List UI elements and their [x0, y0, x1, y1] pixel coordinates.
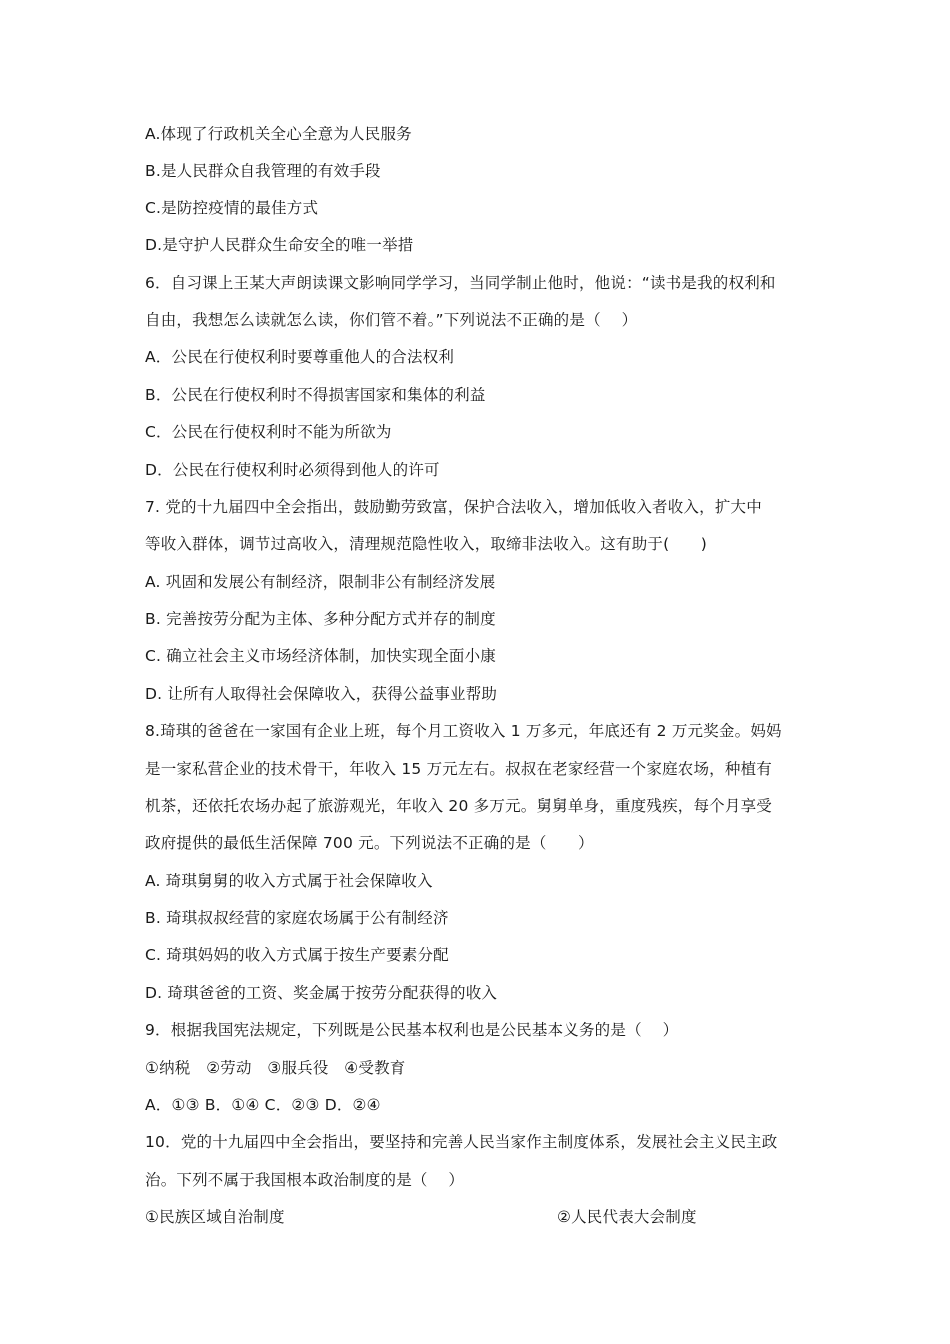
option-5b: B.是人民群众自我管理的有效手段: [145, 162, 381, 180]
question-9-options: A．①③ B．①④ C．②③ D．②④: [145, 1096, 381, 1114]
question-8-line-1: 8.琦琪的爸爸在一家国有企业上班，每个月工资收入 1 万多元，年底还有 2 万元奖金。妈妈: [145, 722, 782, 740]
question-6-line-1: 6．自习课上王某大声朗读课文影响同学学习，当同学制止他时，他说：“读书是我的权利和: [145, 274, 776, 292]
option-6c: C．公民在行使权利时不能为所欲为: [145, 423, 392, 441]
question-10-line-2: 治。下列不属于我国根本政治制度的是（ ）: [145, 1171, 465, 1189]
option-8a: A. 琦琪舅舅的收入方式属于社会保障收入: [145, 872, 433, 890]
option-6b: B．公民在行使权利时不得损害国家和集体的利益: [145, 386, 486, 404]
question-9: 9．根据我国宪法规定，下列既是公民基本权利也是公民基本义务的是（ ）: [145, 1021, 679, 1039]
option-6a: A．公民在行使权利时要尊重他人的合法权利: [145, 348, 455, 366]
option-8b: B. 琦琪叔叔经营的家庭农场属于公有制经济: [145, 909, 449, 927]
question-10-items-row: [145, 1206, 697, 1228]
option-7a: A. 巩固和发展公有制经济，限制非公有制经济发展: [145, 573, 496, 591]
option-8d: D. 琦琪爸爸的工资、奖金属于按劳分配获得的收入: [145, 984, 498, 1002]
question-9-items: ①纳税 ②劳动 ③服兵役 ④受教育: [145, 1059, 406, 1077]
option-5c: C.是防控疫情的最佳方式: [145, 199, 319, 217]
option-7c: C. 确立社会主义市场经济体制，加快实现全面小康: [145, 647, 496, 665]
question-8-line-2: 是一家私营企业的技术骨干，年收入 15 万元左右。叔叔在老家经营一个家庭农场，种植有: [145, 760, 772, 778]
option-6d: D．公民在行使权利时必须得到他人的许可: [145, 461, 440, 479]
option-7d: D. 让所有人取得社会保障收入，获得公益事业帮助: [145, 685, 498, 703]
option-7b: B. 完善按劳分配为主体、多种分配方式并存的制度: [145, 610, 496, 628]
question-7-line-1: 7. 党的十九届四中全会指出，鼓励勤劳致富，保护合法收入，增加低收入者收入，扩大中: [145, 498, 762, 516]
question-10-item-2: ②人民代表大会制度: [557, 1208, 697, 1226]
question-6-line-2: 自由，我想怎么读就怎么读，你们管不着。”下列说法不正确的是（ ）: [145, 311, 638, 329]
question-10-line-1: 10．党的十九届四中全会指出，要坚持和完善人民当家作主制度体系，发展社会主义民主政: [145, 1133, 778, 1151]
option-8c: C. 琦琪妈妈的收入方式属于按生产要素分配: [145, 946, 449, 964]
question-10-item-1: ①民族区域自治制度: [145, 1208, 285, 1226]
option-5d: D.是守护人民群众生命安全的唯一举措: [145, 236, 414, 254]
question-8-line-4: 政府提供的最低生活保障 700 元。下列说法不正确的是（ ）: [145, 834, 594, 852]
option-5a: A.体现了行政机关全心全意为人民服务: [145, 125, 412, 143]
question-7-line-2: 等收入群体，调节过高收入，清理规范隐性收入，取缔非法收入。这有助于( ): [145, 535, 707, 553]
question-8-line-3: 机茶，还依托农场办起了旅游观光，年收入 20 多万元。舅舅单身，重度残疾，每个月享受: [145, 797, 772, 815]
